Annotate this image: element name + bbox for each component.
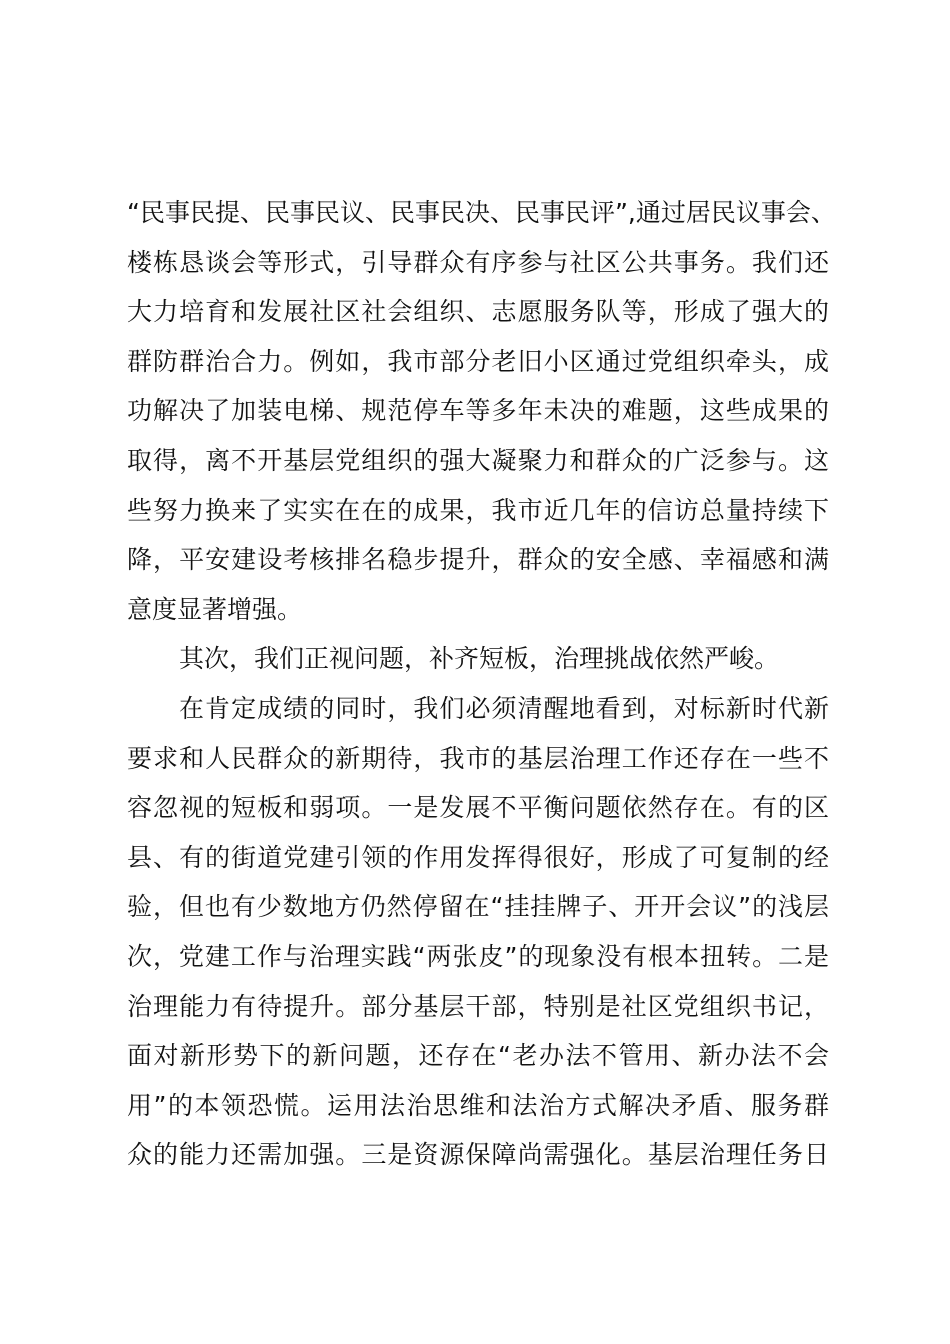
text-line: 验，但也有少数地方仍然停留在“挂挂牌子、开开会议”的浅层	[127, 892, 829, 922]
text-line: 要求和人民群众的新期待，我市的基层治理工作还存在一些不	[127, 743, 829, 773]
text-line: 县、有的街道党建引领的作用发挥得很好，形成了可复制的经	[127, 842, 829, 872]
text-line: 些努力换来了实实在在的成果，我市近几年的信访总量持续下	[127, 495, 829, 525]
text-line: 用”的本领恐慌。运用法治思维和法治方式解决矛盾、服务群	[127, 1090, 829, 1120]
text-line: 功解决了加装电梯、规范停车等多年未决的难题，这些成果的	[127, 396, 829, 426]
text-line: 大力培育和发展社区社会组织、志愿服务队等，形成了强大的	[127, 297, 829, 327]
text-line: 在肯定成绩的同时，我们必须清醒地看到，对标新时代新	[179, 693, 829, 723]
text-line: 取得，离不开基层党组织的强大凝聚力和群众的广泛参与。这	[127, 445, 829, 475]
text-line: 容忽视的短板和弱项。一是发展不平衡问题依然存在。有的区	[127, 793, 829, 823]
text-line: 意度显著增强。	[127, 594, 303, 624]
text-line: “民事民提、民事民议、民事民决、民事民评”,通过居民议事会、	[127, 198, 836, 227]
text-line: 次，党建工作与治理实践“两张皮”的现象没有根本扭转。二是	[127, 941, 829, 971]
document-body	[127, 188, 836, 1180]
text-line: 众的能力还需加强。三是资源保障尚需强化。基层治理任务日	[127, 1140, 829, 1170]
text-line: 降，平安建设考核排名稳步提升，群众的安全感、幸福感和满	[127, 545, 829, 575]
text-line: 楼栋恳谈会等形式，引导群众有序参与社区公共事务。我们还	[127, 247, 829, 277]
text-line: 群防群治合力。例如，我市部分老旧小区通过党组织牵头，成	[127, 346, 829, 376]
section-heading: 其次，我们正视问题，补齐短板，治理挑战依然严峻。	[179, 644, 780, 674]
text-line: 面对新形势下的新问题，还存在“老办法不管用、新办法不会	[127, 1041, 829, 1071]
text-line: 治理能力有待提升。部分基层干部，特别是社区党组织书记，	[127, 991, 829, 1021]
